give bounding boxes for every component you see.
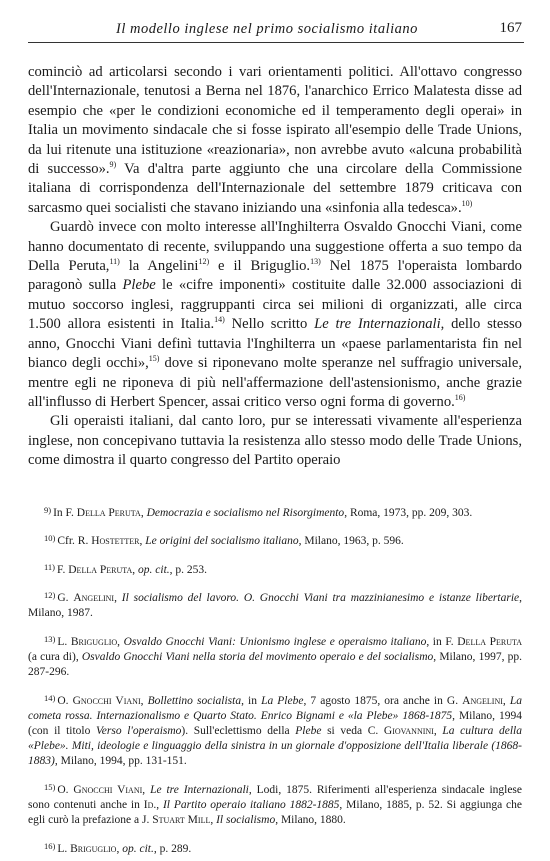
work-title: Le origini del socialismo italiano <box>145 535 299 548</box>
work-title: Il socialismo del lavoro. O. Gnocchi Viani tra mazzinianesimo e istanze libertarie <box>121 592 520 605</box>
author-name: Della Peruta <box>76 507 141 519</box>
footnote-number: 12) <box>44 590 56 601</box>
text-run: , Milano, 1880. <box>275 814 346 827</box>
work-title: Verso l'operaismo <box>96 724 182 737</box>
text-run: , <box>502 694 510 707</box>
footnote-15 <box>28 780 522 829</box>
text-run: O. <box>57 783 74 796</box>
text-run: , Milano, 1963, p. 596. <box>298 535 404 548</box>
footnote-14 <box>28 691 522 770</box>
text-run: G. <box>57 592 74 605</box>
author-name: Della Peruta <box>457 635 522 648</box>
footnote-number: 10) <box>44 533 56 544</box>
footnote-ref-14: 14) <box>214 315 225 325</box>
work-title: Il Partito operaio italiano 1882-1885 <box>162 798 340 811</box>
work-title: Le tre Internazionali <box>150 783 249 796</box>
footnote-11 <box>28 560 522 578</box>
text-run: , Milano, 1885, p. 52. Si aggiunga che egli curò la prefazione a J. <box>28 798 523 827</box>
text-run: L. <box>57 635 71 648</box>
text-run: le «cifre imponenti» costituite dalle 32.000 associazioni di mutuo soccorso inglesi, raggruppanti circa sei milioni di organizzati, alle circa 1.500 allora esistenti in Italia. <box>28 277 522 333</box>
work-title: Osvaldo Gnocchi Viani nella storia del movimento operaio e del socialismo <box>81 650 434 663</box>
author-name: Della Peruta <box>68 563 133 576</box>
author-name: Giovannini <box>383 724 434 737</box>
footnote-16 <box>28 839 522 857</box>
author-name: Briguglio <box>70 635 118 648</box>
author-name: Gnocchi Viani <box>72 694 141 707</box>
page-number: 167 <box>499 20 522 36</box>
author-name: Angelini <box>462 694 503 707</box>
running-title: Il modello inglese nel primo socialismo italiano <box>116 21 418 37</box>
author-name: Briguglio <box>70 842 117 855</box>
footnotes <box>28 503 522 861</box>
text-run: , Roma, 1973, pp. 209, 303. <box>344 507 473 519</box>
text-run: , dello stesso anno, Gnocchi Viani definì tuttavia l'Inghilterra un «paese parlamentarista fin nel bianco degli occhi», <box>28 316 522 372</box>
text-run: Va d'altra parte aggiunto che una circolare della Commissione italiana di corrispondenza dell'Internazionale del settembre 1879 criticava con sarcasmo quei socialisti che stavano iniziando una «sinfonia alla tedesca». <box>28 161 522 216</box>
periodical-title: Plebe <box>295 724 322 737</box>
work-title: op. cit. <box>122 842 154 855</box>
text-run: la Angelini <box>119 258 199 275</box>
footnote-9 <box>28 503 522 521</box>
footnote-12 <box>28 588 522 621</box>
text-run: , <box>156 798 163 811</box>
text-run: , <box>139 535 146 548</box>
text-run: L. <box>57 842 71 855</box>
footnote-13 <box>28 632 522 681</box>
work-title: La cometa rossa. Internazionalismo e Quarto Stato. Enrico Bignami e «la Plebe» 1868-1875 <box>28 694 523 722</box>
text-run: , Lodi, 1875. Riferimenti all'esperienza sindacale inglese sono contenuti anche in <box>28 783 523 811</box>
text-run: , Milano, 1997, pp. 287-296. <box>28 650 522 679</box>
work-title: Democrazia e socialismo nel Risorgimento <box>146 507 345 519</box>
text-run: , p. 289. <box>153 842 192 855</box>
text-run: , Milano, 1994 (con il titolo <box>28 709 522 737</box>
footnote-ref-10: 10) <box>461 198 473 208</box>
text-run: Cfr. R. <box>57 535 92 548</box>
footnote-number: 11) <box>44 561 56 572</box>
text-run: Guardò invece con molto interesse all'Inghilterra Osvaldo Gnocchi Viani, come hanno documentato di recente, sviluppando una suggestione offerta a suo tempo da Della Peruta, <box>28 219 522 275</box>
text-run: , p. 253. <box>169 563 208 576</box>
work-title: Osvaldo Gnocchi Viani: Unionismo inglese e operaismo italiano <box>123 635 427 648</box>
text-run: dove si riponevano molte speranze nel suffragio universale, mentre egli ne riponeva di più nell'affermazione dell'astensionismo, anche grazie all'influsso di Herbert Spencer, assai critico verso ogni forma di governo. <box>28 355 522 410</box>
work-title: Le tre Internazionali <box>314 316 441 333</box>
text-run: , <box>140 507 147 519</box>
running-header <box>28 18 524 43</box>
author-name: Hostetter <box>91 535 140 548</box>
text-run: Nel 1875 l'operaista lombardo paragonò sulla <box>28 258 522 294</box>
text-run: , <box>114 592 122 605</box>
text-run: , 7 agosto 1875, ora anche in G. <box>303 694 463 707</box>
footnote-ref-15: 15) <box>148 354 160 364</box>
footnote-ref-12: 12) <box>198 257 210 267</box>
footnote-ref-16: 16) <box>454 392 466 402</box>
periodical-title: Plebe <box>122 277 156 294</box>
footnote-ref-9: 9) <box>109 160 117 170</box>
work-title: op. cit. <box>138 563 170 576</box>
periodical-title: La Plebe <box>261 694 304 707</box>
text-run: , <box>117 635 124 648</box>
work-title: La cultura della «Plebe». Miti, ideologie e linguaggio della sinistra in un giornale d'opposizione dell'Italia liberale (1868-1883) <box>28 724 522 768</box>
author-name: Id. <box>143 798 157 811</box>
text-run: cominciò ad articolarsi secondo i vari orientamenti politici. All'ottavo congresso dell'Internazionale, tenutosi a Berna nel 1876, l'anarchico Errico Malatesta disse ad esempio che «per le condizioni economiche ed il temperamento degli operai» in Italia un movimento sindacale che si fosse ispirato all'esempio delle Trade Unions, da lui ritenute una istituzione «reazionaria», non avrebbe avuto «alcuna probabilità di successo». <box>28 64 522 178</box>
text-run: , <box>132 563 139 576</box>
text-run: Nello scritto <box>224 316 315 333</box>
author-name: Angelini <box>73 592 115 605</box>
text-run: , Milano, 1994, pp. 131-151. <box>54 755 187 768</box>
text-run: (a cura di), <box>28 650 82 663</box>
author-name: Gnocchi Viani <box>73 783 143 796</box>
main-text <box>28 63 522 471</box>
text-run: , Milano, 1987. <box>28 592 523 620</box>
text-run: O. <box>57 694 73 707</box>
text-run: , <box>140 694 148 707</box>
text-run: e il Briguglio. <box>209 258 311 275</box>
text-run: si veda C. <box>321 724 384 737</box>
text-run: ). Sull'eclettismo della <box>181 724 296 737</box>
text-run: , <box>116 842 123 855</box>
author-name: Stuart Mill <box>152 814 211 827</box>
work-title: Bollettino socialista <box>147 694 242 707</box>
footnote-ref-13: 13) <box>310 257 321 267</box>
text-run: F. <box>57 563 69 576</box>
text-run: , <box>142 783 151 796</box>
text-run: , <box>210 814 217 827</box>
footnote-ref-11: 11) <box>109 257 120 267</box>
work-title: Il socialismo <box>216 814 276 827</box>
footnote-number: 14) <box>44 692 56 703</box>
text-run: In F. <box>53 507 77 519</box>
footnote-number: 16) <box>44 840 56 851</box>
paragraph-1 <box>28 63 522 218</box>
paragraph-3: Gli operaisti italiani, dal canto loro, pur se interessati vivamente all'esperienza inglese, non concepivano tuttavia la resistenza allo stesso modo delle Trade Unions, come dimostra il quarto congresso del Partito operaio <box>28 413 522 469</box>
footnote-10 <box>28 531 522 549</box>
text-run: , <box>433 724 443 737</box>
text-run: , in <box>241 694 262 707</box>
paragraph-2 <box>28 218 522 412</box>
footnote-number: 13) <box>44 633 56 644</box>
footnote-number: 9) <box>44 505 52 515</box>
text-run: , in F. <box>426 635 458 648</box>
footnote-number: 15) <box>44 781 56 792</box>
